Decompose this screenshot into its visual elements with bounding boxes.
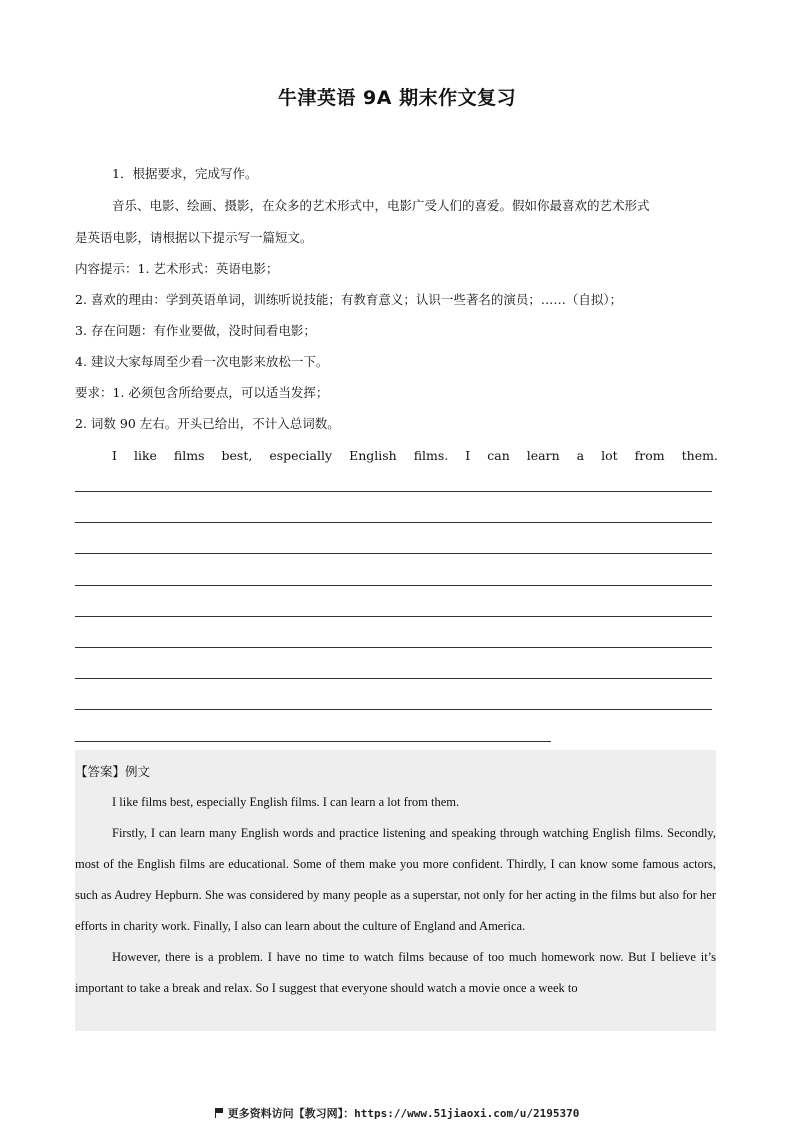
writing-line [75, 678, 712, 679]
writing-line [75, 585, 712, 586]
writing-line [75, 491, 712, 492]
answer-label: 【答案】例文 [75, 764, 151, 779]
question-intro-line-2: 是英语电影，请根据以下提示写一篇短文。 [75, 230, 313, 245]
prompt-word: films. [413, 448, 449, 463]
answer-section [75, 756, 716, 1004]
requirement-1: 要求：1. 必须包含所给要点，可以适当发挥； [75, 385, 329, 400]
hint-1: 内容提示：1. 艺术形式：英语电影； [75, 261, 279, 276]
prompt-word: best, [221, 448, 253, 463]
writing-line [75, 616, 712, 617]
writing-line-last [75, 741, 551, 742]
requirement-2: 2. 词数 90 左右。开头已给出，不计入总词数。 [75, 416, 340, 431]
prompt-word: I [112, 448, 117, 463]
prompt-sentence [112, 446, 718, 466]
answer-paragraph-2: Firstly, I can learn many English words and practice listening and speaking through watching English films. Secondly, most of the English films are educational. Some of them make you more confident. Thirdly, I can know some famous actors, such as Audrey Hepburn. She was considered by many people as a superstar, not only for her acting in the films but also for her efforts in charity work. Finally, I also can learn about the culture of England and America. [75, 826, 716, 933]
footer-text[interactable]: 更多资料访问【教习网】：https://www.51jiaoxi.com/u/2195370 [227, 1107, 580, 1120]
prompt-word: a [576, 448, 585, 463]
prompt-word: especially [269, 448, 333, 463]
hint-2: 2. 喜欢的理由：学到英语单词，训练听说技能；有教育意义；认识一些著名的演员；……（自拟）； [75, 292, 623, 307]
writing-line [75, 553, 712, 554]
writing-line [75, 647, 712, 648]
question-heading: 1．根据要求，完成写作。 [112, 166, 258, 181]
prompt-word: from [634, 448, 665, 463]
flag-icon [215, 1108, 224, 1118]
prompt-word: lot [601, 448, 618, 463]
writing-line [75, 522, 712, 523]
writing-line [75, 709, 712, 710]
prompt-word: English [349, 448, 397, 463]
prompt-word: can [487, 448, 510, 463]
answer-paragraph-3: However, there is a problem. I have no time to watch films because of too much homework now. But I believe it’s important to take a break and relax. So I suggest that everyone should watch a movie once a week to [75, 950, 716, 995]
prompt-word: learn [526, 448, 560, 463]
footer [0, 1106, 794, 1122]
hint-3: 3. 存在问题：有作业要做，没时间看电影； [75, 323, 316, 338]
question-intro-line-1: 音乐、电影、绘画、摄影，在众多的艺术形式中，电影广受人们的喜爱。假如你最喜欢的艺术形式 [112, 198, 650, 213]
page-title: 牛津英语 9A 期末作文复习 [277, 87, 517, 109]
prompt-word: like [133, 448, 157, 463]
answer-paragraph-1: I like films best, especially English films. I can learn a lot from them. [112, 795, 460, 809]
prompt-word: films [173, 448, 205, 463]
hint-4: 4. 建议大家每周至少看一次电影来放松一下。 [75, 354, 329, 369]
prompt-word: them. [681, 448, 718, 463]
prompt-word: I [465, 448, 471, 463]
